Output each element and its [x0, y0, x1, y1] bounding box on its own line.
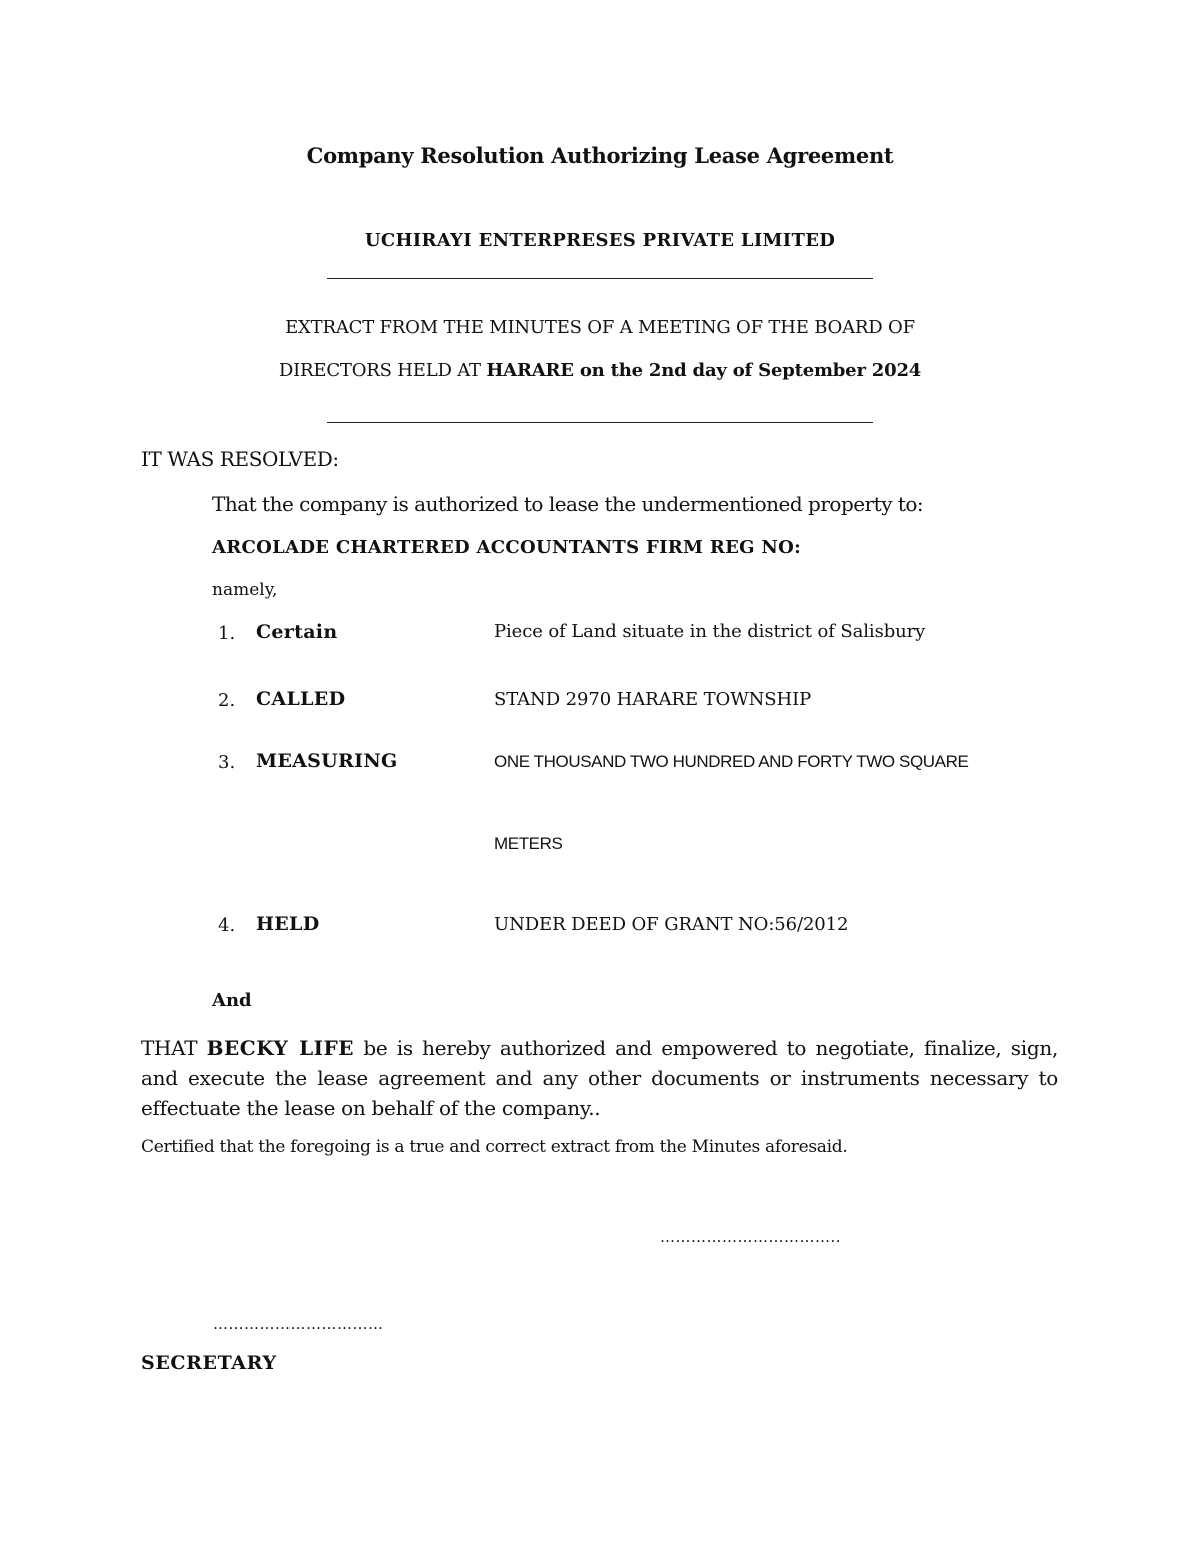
property-item-label: Certain: [256, 621, 338, 643]
property-item-value: STAND 2970 HARARE TOWNSHIP: [494, 689, 812, 710]
authorization-paragraph: [141, 1033, 1058, 1123]
property-item-value: Piece of Land situate in the district of Salisbury: [494, 621, 926, 642]
bottom-divider-line: [327, 422, 873, 423]
property-item-number: 3.: [218, 752, 236, 773]
namely-label: namely,: [212, 580, 278, 600]
property-item-label: MEASURING: [256, 750, 398, 772]
signatory-title: SECRETARY: [141, 1352, 277, 1374]
meeting-place-and-date: HARARE on the 2nd day of September 2024: [486, 360, 922, 381]
authorization-text: be is hereby authorized and empowered to negotiate, finalize, sign, and execute the lease agreement and any other documents or instruments necessary to effectuate the lease on behalf of the company..: [141, 1036, 1059, 1120]
property-item-label: HELD: [256, 913, 320, 935]
authorized-person: BECKY LIFE: [206, 1036, 354, 1060]
document-title: Company Resolution Authorizing Lease Agreement: [306, 143, 894, 168]
certification-statement: Certified that the foregoing is a true and correct extract from the Minutes aforesaid.: [141, 1137, 848, 1157]
property-item-number: 2.: [218, 690, 236, 711]
property-item-number: 4.: [218, 915, 236, 936]
and-label: And: [212, 990, 252, 1011]
lease-intro: That the company is authorized to lease the undermentioned property to:: [212, 492, 924, 516]
property-item-value: ONE THOUSAND TWO HUNDRED AND FORTY TWO SQUARE: [494, 752, 969, 771]
property-item-number: 1.: [218, 623, 236, 644]
extract-heading-prefix: DIRECTORS HELD AT: [278, 360, 487, 381]
extract-heading-line-1: EXTRACT FROM THE MINUTES OF A MEETING OF THE BOARD OF: [285, 317, 915, 338]
company-name: UCHIRAYI ENTERPRESES PRIVATE LIMITED: [364, 230, 836, 251]
top-divider-line: [327, 278, 873, 279]
signature-line-right: ……………………………..: [660, 1228, 842, 1246]
extract-heading-line-2: [0, 360, 1200, 381]
property-item-value: UNDER DEED OF GRANT NO:56/2012: [494, 914, 849, 935]
signature-line-left: ……………………………: [213, 1315, 384, 1333]
property-item-value-continued: METERS: [494, 834, 563, 853]
authorization-prefix: THAT: [141, 1036, 207, 1060]
property-item-label: CALLED: [256, 688, 346, 710]
lessee-name: ARCOLADE CHARTERED ACCOUNTANTS FIRM REG NO:: [212, 537, 802, 558]
resolved-heading: IT WAS RESOLVED:: [141, 447, 339, 471]
